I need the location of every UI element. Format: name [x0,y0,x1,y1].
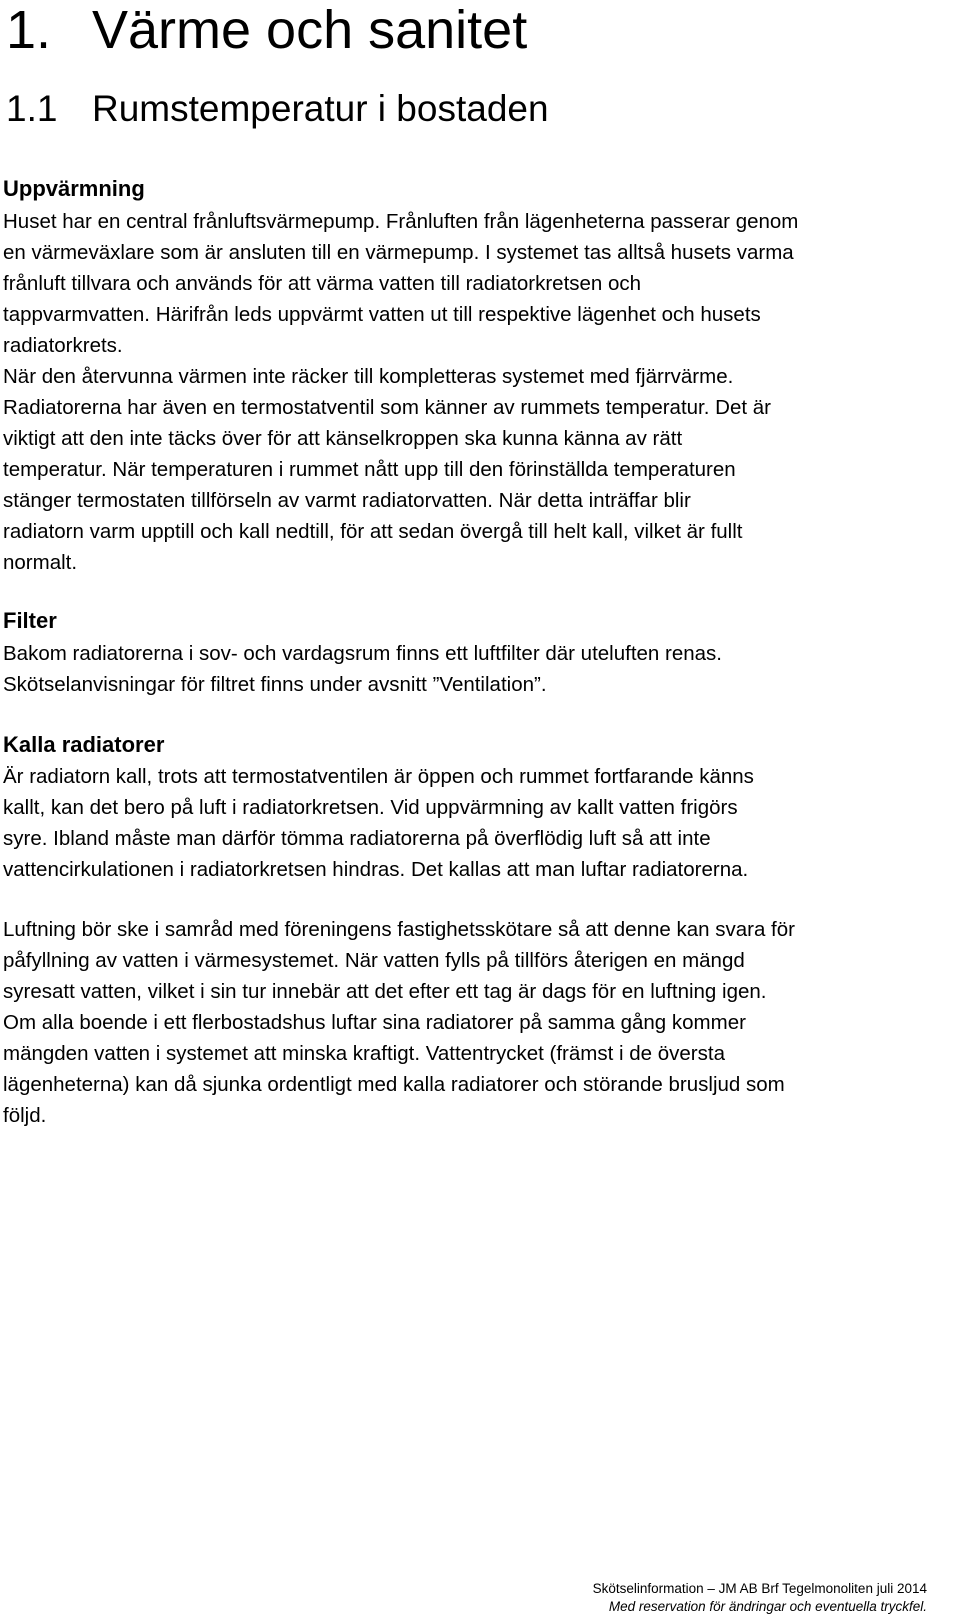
text-line: temperatur. När temperaturen i rummet nått upp till den förinställda temperaturen [3,458,736,481]
heating-heading: Uppvärmning [3,176,145,201]
cold-radiators-heading: Kalla radiatorer [3,732,165,757]
cold-radiators-paragraph [3,761,933,885]
text-line: följd. [3,1104,47,1127]
text-line: mängden vatten i systemet att minska kraftigt. Vattentrycket (främst i de översta [3,1042,725,1065]
text-line: Huset har en central frånluftsvärmepump. Frånluften från lägenheterna passerar genom [3,210,799,233]
filter-heading: Filter [3,608,57,633]
text-line: kallt, kan det bero på luft i radiatorkretsen. Vid uppvärmning av kallt vatten frigörs [3,796,738,819]
footer-info: Skötselinformation – JM AB Brf Tegelmonoliten juli 2014 [592,1581,927,1596]
venting-paragraph [3,914,933,1131]
text-line: Skötselanvisningar för filtret finns under avsnitt ”Ventilation”. [3,673,547,696]
text-line: radiatorkrets. [3,334,123,357]
text-line: lägenheterna) kan då sjunka ordentligt med kalla radiatorer och störande brusljud som [3,1073,785,1096]
section-heading [6,86,549,132]
text-line: påfyllning av vatten i värmesystemet. När vatten fylls på tillförs återigen en mängd [3,949,745,972]
text-line: stänger termostaten tillförseln av varmt radiatorvatten. När detta inträffar blir [3,489,691,512]
section-title: Rumstemperatur i bostaden [92,88,549,129]
text-line: När den återvunna värmen inte räcker till kompletteras systemet med fjärrvärme. [3,365,734,388]
text-line: syresatt vatten, vilket i sin tur innebär att det efter ett tag är dags för en luftning igen. [3,980,767,1003]
chapter-heading [6,0,527,60]
chapter-title: Värme och sanitet [92,0,528,60]
heating-paragraph [3,206,933,578]
text-line: en värmeväxlare som är ansluten till en värmepump. I systemet tas alltså husets varma [3,241,794,264]
text-line: Radiatorerna har även en termostatventil som känner av rummets temperatur. Det är [3,396,771,419]
text-line: Är radiatorn kall, trots att termostatventilen är öppen och rummet fortfarande känns [3,765,754,788]
text-line: radiatorn varm upptill och kall nedtill, för att sedan övergå till helt kall, vilket är fullt [3,520,743,543]
text-line: tappvarmvatten. Härifrån leds uppvärmt vatten ut till respektive lägenhet och husets [3,303,761,326]
text-line: viktigt att den inte täcks över för att känselkroppen ska kunna känna av rätt [3,427,683,450]
text-line: Luftning bör ske i samråd med föreningens fastighetsskötare så att denne kan svara för [3,918,795,941]
text-line: frånluft tillvara och används för att värma vatten till radiatorkretsen och [3,272,642,295]
text-line: Om alla boende i ett flerbostadshus luftar sina radiatorer på samma gång kommer [3,1011,746,1034]
section-number: 1.1 [6,88,58,129]
text-line: syre. Ibland måste man därför tömma radiatorerna på överflödig luft så att inte [3,827,711,850]
chapter-number: 1. [6,0,52,60]
text-line: Bakom radiatorerna i sov- och vardagsrum finns ett luftfilter där uteluften renas. [3,642,722,665]
footer-disclaimer: Med reservation för ändringar och eventuella tryckfel. [608,1599,927,1614]
text-line: vattencirkulationen i radiatorkretsen hindras. Det kallas att man luftar radiatorerna. [3,858,749,881]
filter-paragraph [3,638,933,700]
text-line: normalt. [3,551,78,574]
